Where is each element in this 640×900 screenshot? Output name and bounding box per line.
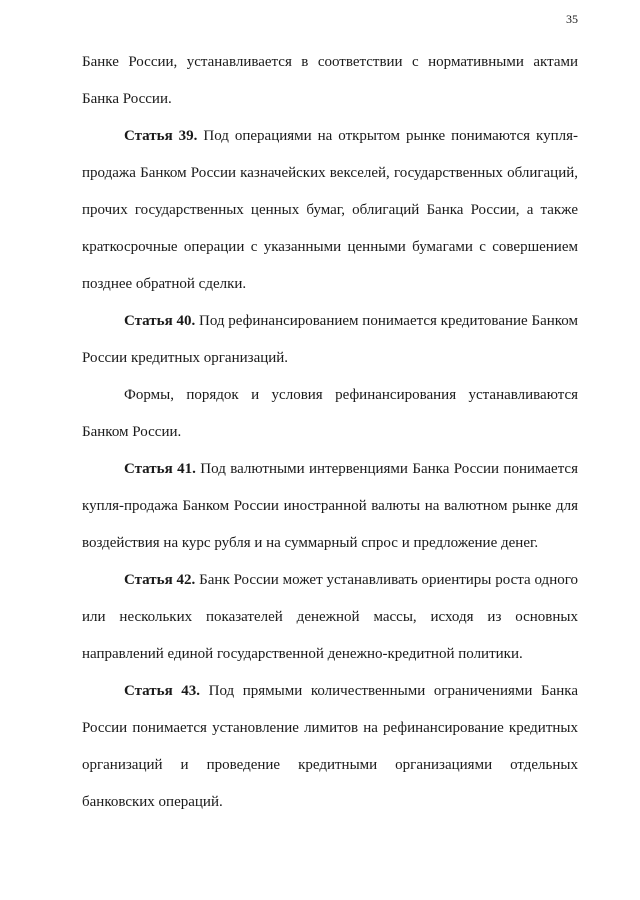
paragraph-text: Формы, порядок и условия рефинансирования устанавливаются Банком России. — [82, 387, 578, 440]
article-heading: Статья 39. — [124, 128, 198, 144]
article-43 — [82, 673, 578, 821]
document-body — [82, 44, 578, 821]
article-heading: Статья 41. — [124, 461, 196, 477]
article-39 — [82, 118, 578, 303]
article-41 — [82, 451, 578, 562]
article-text: Под рефинансированием понимается кредитование Банком России кредитных организаций. — [82, 313, 578, 366]
article-42 — [82, 562, 578, 673]
paragraph-text: Банке России, устанавливается в соответствии с нормативными актами Банка России. — [82, 54, 578, 107]
article-text: Под прямыми количественными ограничениями Банка России понимается установление лимитов на рефинансирование кредитных организаций и проведение кредитными организациями отдельных банковских операций. — [82, 683, 578, 810]
article-text: Банк России может устанавливать ориентиры роста одного или нескольких показателей денежной массы, исходя из основных направлений единой государственной денежно-кредитной политики. — [82, 572, 578, 662]
article-text: Под операциями на открытом рынке понимаются купля-продажа Банком России казначейских векселей, государственных облигаций, прочих государственных ценных бумаг, облигаций Банка России, а также краткосрочные операции с указанными ценными бумагами с совершением позднее обратной сделки. — [82, 128, 578, 292]
article-heading: Статья 40. — [124, 313, 196, 329]
article-heading: Статья 43. — [124, 683, 201, 699]
article-40 — [82, 303, 578, 377]
article-heading: Статья 42. — [124, 572, 196, 588]
article-text: Под валютными интервенциями Банка России понимается купля-продажа Банком России иностранной валюты на валютном рынке для воздействия на курс рубля и на суммарный спрос и предложение денег. — [82, 461, 578, 551]
article-40-part-2 — [82, 377, 578, 451]
page-number: 35 — [566, 12, 578, 26]
paragraph-continuation — [82, 44, 578, 118]
